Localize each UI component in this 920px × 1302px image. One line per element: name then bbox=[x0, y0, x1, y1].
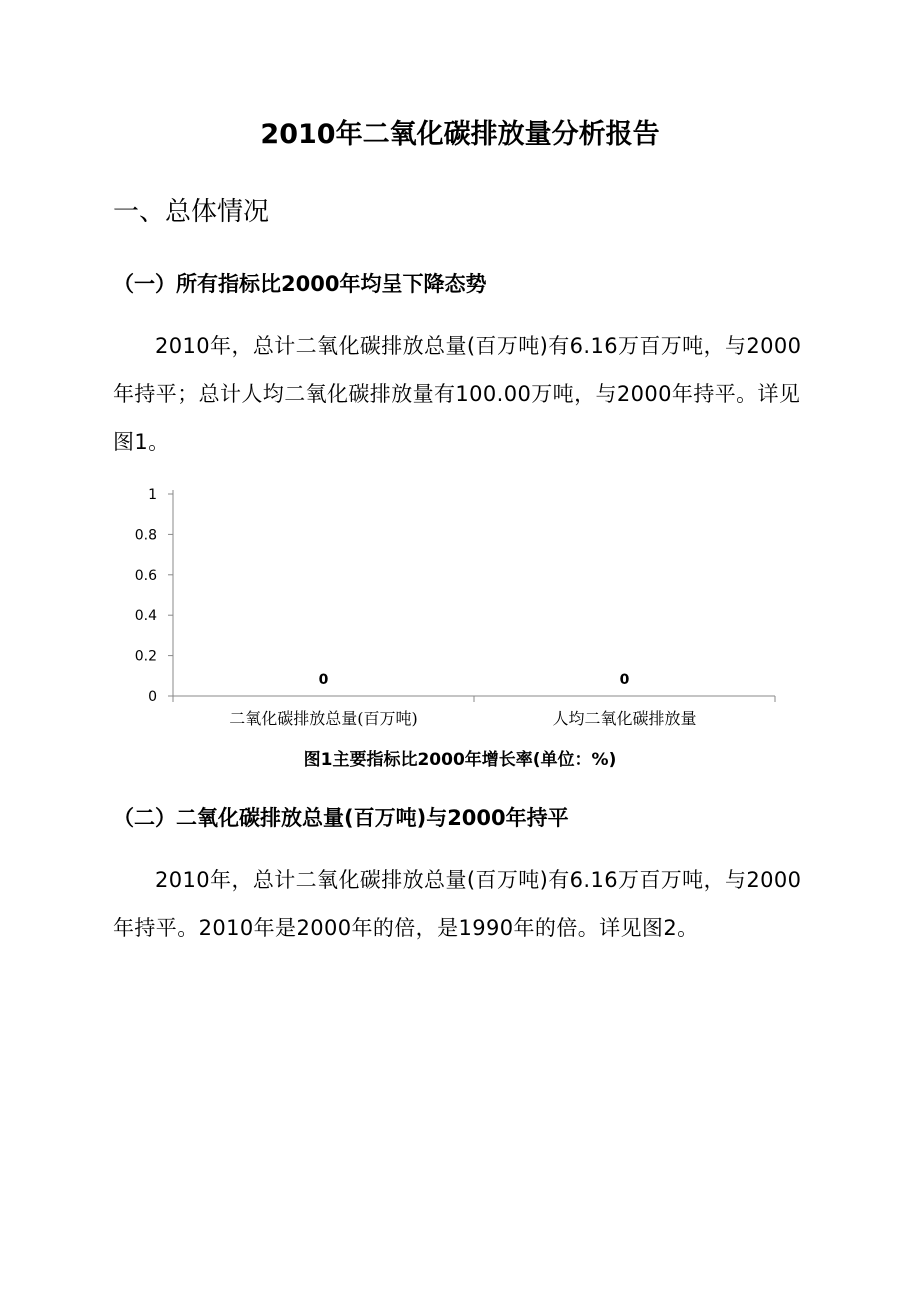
document-title: 2010年二氧化碳排放量分析报告 bbox=[260, 119, 660, 150]
subsection-heading-1: （一）所有指标比2000年均呈下降态势 bbox=[113, 272, 487, 296]
x-category-label: 二氧化碳排放总量(百万吨) bbox=[229, 709, 418, 728]
chart-svg bbox=[113, 478, 803, 738]
y-tick-label: 0.6 bbox=[134, 567, 157, 584]
paragraph-1: 2010年，总计二氧化碳排放总量(百万吨)有6.16万百万吨，与2000年持平；总计人均二氧化碳排放量有100.00万吨，与2000年持平。详见图1。 bbox=[113, 334, 802, 454]
y-tick-label: 0 bbox=[148, 689, 157, 705]
figure-1-caption: 图1主要指标比2000年增长率(单位：%) bbox=[303, 750, 617, 770]
bar-data-label: 0 bbox=[619, 672, 630, 688]
y-tick-label: 0.8 bbox=[134, 527, 157, 544]
growth-rate-chart bbox=[113, 478, 803, 738]
section-heading-overview: 一、总体情况 bbox=[113, 197, 270, 227]
y-tick-label: 1 bbox=[148, 487, 157, 503]
bar-data-label: 0 bbox=[318, 672, 329, 688]
y-tick-label: 0.4 bbox=[134, 608, 157, 625]
y-tick-label: 0.2 bbox=[134, 648, 157, 665]
paragraph-2: 2010年，总计二氧化碳排放总量(百万吨)有6.16万百万吨，与2000年持平。2010年是2000年的倍，是1990年的倍。详见图2。 bbox=[113, 868, 802, 940]
x-category-label: 人均二氧化碳排放量 bbox=[552, 709, 697, 728]
subsection-heading-2: （二）二氧化碳排放总量(百万吨)与2000年持平 bbox=[113, 806, 569, 830]
